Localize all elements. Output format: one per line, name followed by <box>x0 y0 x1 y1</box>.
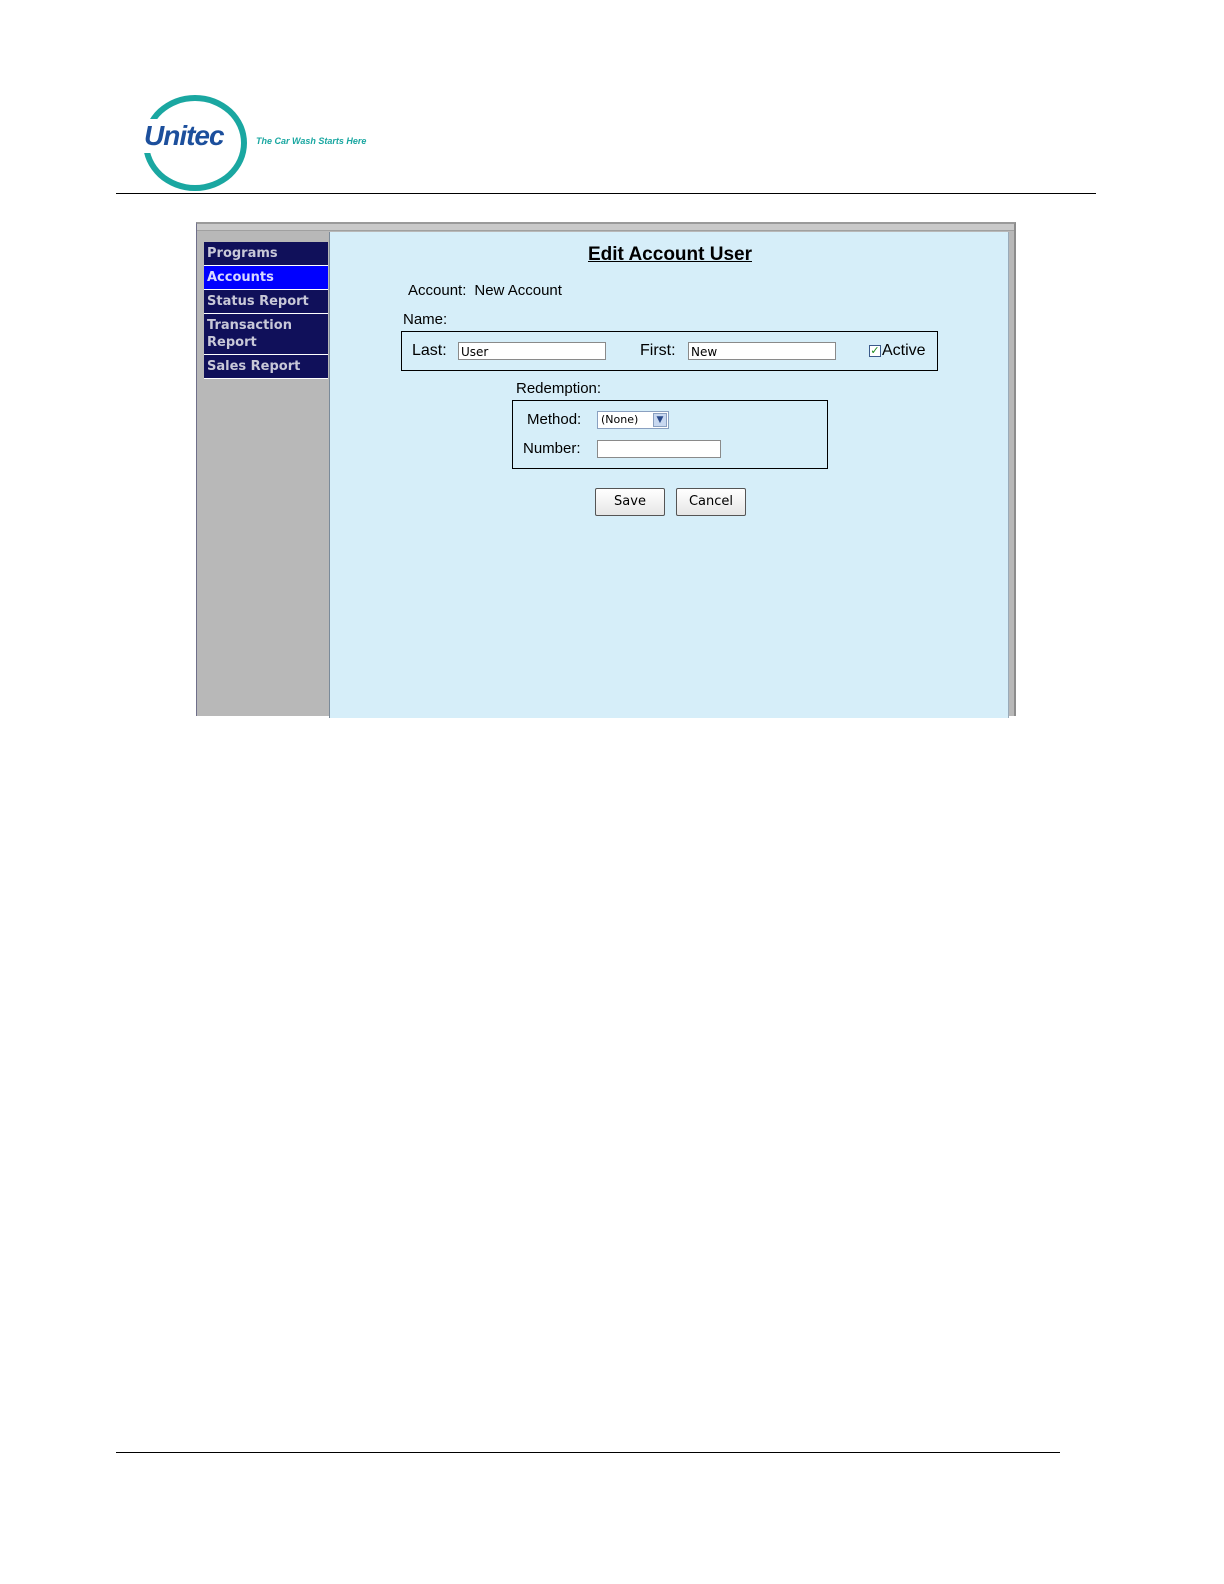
sidebar-item-transaction-report[interactable]: Transaction Report <box>204 314 328 355</box>
window-top-strip <box>197 224 1014 231</box>
number-label: Number: <box>523 440 581 457</box>
page-title: Edit Account User <box>588 244 752 265</box>
account-value: New Account <box>474 282 562 299</box>
redemption-section-label: Redemption: <box>516 380 602 397</box>
sidebar-nav <box>204 242 328 379</box>
method-select[interactable] <box>597 411 669 429</box>
name-section-label: Name: <box>403 311 448 328</box>
method-select-value: (None) <box>601 413 639 426</box>
edit-account-user-panel <box>329 232 1009 718</box>
sidebar-item-accounts[interactable]: Accounts <box>204 266 328 290</box>
chevron-down-icon[interactable]: ▼ <box>653 413 667 427</box>
sidebar-item-sales-report[interactable]: Sales Report <box>204 355 328 379</box>
name-fieldset <box>401 331 938 371</box>
redemption-fieldset <box>512 400 828 469</box>
account-label: Account: <box>408 282 467 299</box>
last-name-label: Last: <box>412 342 447 359</box>
cancel-button[interactable]: Cancel <box>676 488 746 516</box>
active-label: Active <box>882 342 926 359</box>
method-label: Method: <box>527 411 582 428</box>
footer-divider <box>116 1452 1060 1453</box>
active-checkbox[interactable]: ✓ <box>870 345 880 357</box>
logo-tagline: The Car Wash Starts Here <box>256 136 367 146</box>
first-name-input[interactable]: New <box>688 342 836 360</box>
save-button[interactable]: Save <box>595 488 665 516</box>
account-line <box>408 282 562 299</box>
sidebar-item-status-report[interactable]: Status Report <box>204 290 328 314</box>
header-divider <box>116 193 1096 194</box>
last-name-input[interactable]: User <box>458 342 606 360</box>
number-input[interactable] <box>597 440 721 458</box>
app-window <box>196 222 1016 716</box>
logo-wordmark: Unitec <box>144 120 224 151</box>
first-name-label: First: <box>640 342 676 359</box>
sidebar-item-programs[interactable]: Programs <box>204 242 328 266</box>
unitec-logo <box>140 92 380 192</box>
